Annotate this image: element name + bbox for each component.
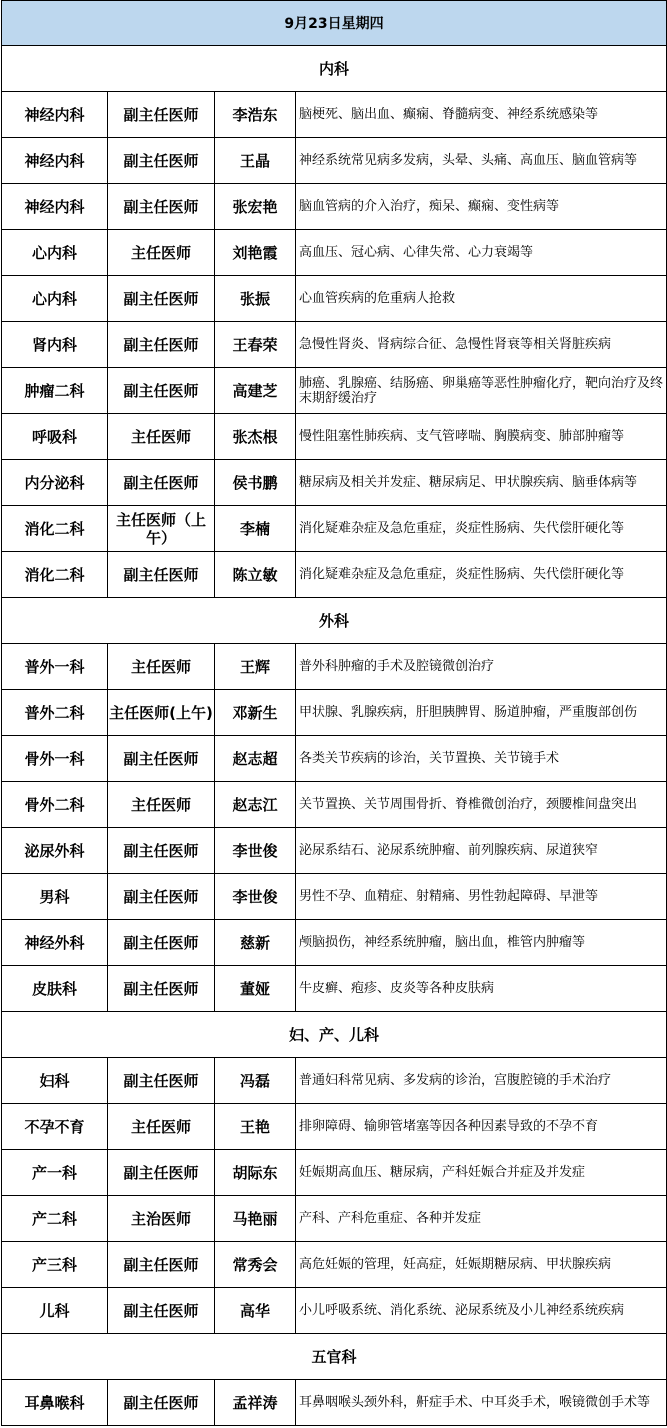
department-cell: 皮肤科 (2, 966, 108, 1012)
department-cell: 产二科 (2, 1196, 108, 1242)
doctor-name-cell: 李楠 (215, 506, 296, 552)
department-cell: 心内科 (2, 276, 108, 322)
department-cell: 呼吸科 (2, 414, 108, 460)
doctor-name-cell: 常秀会 (215, 1242, 296, 1288)
doctor-name-cell: 王艳 (215, 1104, 296, 1150)
department-cell: 神经外科 (2, 920, 108, 966)
specialty-cell: 慢性阻塞性肺疾病、支气管哮喘、胸膜病变、肺部肿瘤等 (296, 414, 667, 460)
table-row (2, 736, 667, 782)
doctor-title-cell: 副主任医师 (108, 460, 215, 506)
specialty-cell: 高危妊娠的管理，妊高症，妊娠期糖尿病、甲状腺疾病 (296, 1242, 667, 1288)
specialty-cell: 耳鼻咽喉头颈外科，鼾症手术、中耳炎手术，喉镜微创手术等 (296, 1380, 667, 1426)
specialty-cell: 消化疑难杂症及急危重症，炎症性肠病、失代偿肝硬化等 (296, 552, 667, 598)
department-cell: 心内科 (2, 230, 108, 276)
table-row (2, 920, 667, 966)
doctor-title-cell: 副主任医师 (108, 184, 215, 230)
doctor-title-cell: 副主任医师 (108, 920, 215, 966)
specialty-cell: 颅脑损伤，神经系统肿瘤，脑出血，椎管内肿瘤等 (296, 920, 667, 966)
doctor-name-cell: 胡际东 (215, 1150, 296, 1196)
specialty-cell: 男性不孕、血精症、射精痛、男性勃起障碍、早泄等 (296, 874, 667, 920)
specialty-cell: 甲状腺、乳腺疾病，肝胆胰脾胃、肠道肿瘤，严重腹部创伤 (296, 690, 667, 736)
table-row (2, 828, 667, 874)
section-title: 妇、产、儿科 (2, 1012, 667, 1058)
doctor-name-cell: 李世俊 (215, 828, 296, 874)
department-cell: 神经内科 (2, 92, 108, 138)
department-cell: 肿瘤二科 (2, 368, 108, 414)
department-cell: 男科 (2, 874, 108, 920)
doctor-name-cell: 慈新 (215, 920, 296, 966)
doctor-name-cell: 董娅 (215, 966, 296, 1012)
doctor-title-cell: 主任医师（上午） (108, 506, 215, 552)
department-cell: 神经内科 (2, 184, 108, 230)
section-header-row (2, 46, 667, 92)
table-row (2, 1288, 667, 1334)
table-row (2, 874, 667, 920)
table-row (2, 414, 667, 460)
department-cell: 儿科 (2, 1288, 108, 1334)
specialty-cell: 脑血管病的介入治疗，痴呆、癫痫、变性病等 (296, 184, 667, 230)
doctor-name-cell: 侯书鹏 (215, 460, 296, 506)
department-cell: 消化二科 (2, 506, 108, 552)
table-row (2, 138, 667, 184)
specialty-cell: 各类关节疾病的诊治，关节置换、关节镜手术 (296, 736, 667, 782)
doctor-title-cell: 主治医师 (108, 1196, 215, 1242)
specialty-cell: 牛皮癣、疱疹、皮炎等各种皮肤病 (296, 966, 667, 1012)
schedule-body (2, 1, 667, 1426)
doctor-title-cell: 副主任医师 (108, 966, 215, 1012)
doctor-name-cell: 张振 (215, 276, 296, 322)
table-row (2, 690, 667, 736)
section-title: 外科 (2, 598, 667, 644)
specialty-cell: 小儿呼吸系统、消化系统、泌尿系统及小儿神经系统疾病 (296, 1288, 667, 1334)
table-row (2, 276, 667, 322)
doctor-name-cell: 高华 (215, 1288, 296, 1334)
department-cell: 肾内科 (2, 322, 108, 368)
table-row (2, 460, 667, 506)
doctor-title-cell: 副主任医师 (108, 1058, 215, 1104)
section-header-row (2, 598, 667, 644)
doctor-title-cell: 主任医师 (108, 1104, 215, 1150)
doctor-title-cell: 副主任医师 (108, 874, 215, 920)
specialty-cell: 普通妇科常见病、多发病的诊治，宫腹腔镜的手术治疗 (296, 1058, 667, 1104)
table-row (2, 1380, 667, 1426)
specialty-cell: 排卵障碍、输卵管堵塞等因各种因素导致的不孕不育 (296, 1104, 667, 1150)
doctor-title-cell: 副主任医师 (108, 322, 215, 368)
doctor-name-cell: 冯磊 (215, 1058, 296, 1104)
section-title: 五官科 (2, 1334, 667, 1380)
department-cell: 产一科 (2, 1150, 108, 1196)
doctor-title-cell: 副主任医师 (108, 368, 215, 414)
doctor-title-cell: 副主任医师 (108, 1242, 215, 1288)
date-header: 9月23日星期四 (2, 1, 667, 46)
doctor-name-cell: 张杰根 (215, 414, 296, 460)
doctor-name-cell: 王辉 (215, 644, 296, 690)
table-row (2, 184, 667, 230)
doctor-title-cell: 副主任医师 (108, 552, 215, 598)
doctor-title-cell: 主任医师 (108, 782, 215, 828)
doctor-title-cell: 副主任医师 (108, 1288, 215, 1334)
doctor-name-cell: 陈立敏 (215, 552, 296, 598)
doctor-name-cell: 李浩东 (215, 92, 296, 138)
doctor-name-cell: 张宏艳 (215, 184, 296, 230)
department-cell: 妇科 (2, 1058, 108, 1104)
table-row (2, 92, 667, 138)
specialty-cell: 脑梗死、脑出血、癫痫、脊髓病变、神经系统感染等 (296, 92, 667, 138)
doctor-title-cell: 主任医师 (108, 414, 215, 460)
doctor-title-cell: 主任医师 (108, 644, 215, 690)
specialty-cell: 泌尿系结石、泌尿系统肿瘤、前列腺疾病、尿道狭窄 (296, 828, 667, 874)
doctor-name-cell: 马艳丽 (215, 1196, 296, 1242)
doctor-name-cell: 王晶 (215, 138, 296, 184)
table-row (2, 782, 667, 828)
doctor-title-cell: 副主任医师 (108, 1150, 215, 1196)
specialty-cell: 妊娠期高血压、糖尿病，产科妊娠合并症及并发症 (296, 1150, 667, 1196)
doctor-title-cell: 副主任医师 (108, 1380, 215, 1426)
table-row (2, 1196, 667, 1242)
doctor-name-cell: 李世俊 (215, 874, 296, 920)
specialty-cell: 心血管疾病的危重病人抢救 (296, 276, 667, 322)
specialty-cell: 普外科肿瘤的手术及腔镜微创治疗 (296, 644, 667, 690)
specialty-cell: 产科、产科危重症、各种并发症 (296, 1196, 667, 1242)
table-row (2, 552, 667, 598)
doctor-name-cell: 赵志江 (215, 782, 296, 828)
table-row (2, 230, 667, 276)
specialty-cell: 高血压、冠心病、心律失常、心力衰竭等 (296, 230, 667, 276)
department-cell: 耳鼻喉科 (2, 1380, 108, 1426)
department-cell: 普外二科 (2, 690, 108, 736)
section-title: 内科 (2, 46, 667, 92)
specialty-cell: 糖尿病及相关并发症、糖尿病足、甲状腺疾病、脑垂体病等 (296, 460, 667, 506)
doctor-title-cell: 副主任医师 (108, 736, 215, 782)
specialty-cell: 急慢性肾炎、肾病综合征、急慢性肾衰等相关肾脏疾病 (296, 322, 667, 368)
specialty-cell: 肺癌、乳腺癌、结肠癌、卵巢癌等恶性肿瘤化疗，靶向治疗及终末期舒缓治疗 (296, 368, 667, 414)
department-cell: 普外一科 (2, 644, 108, 690)
table-row (2, 1058, 667, 1104)
table-row (2, 1104, 667, 1150)
doctor-title-cell: 副主任医师 (108, 828, 215, 874)
table-row (2, 1242, 667, 1288)
doctor-name-cell: 王春荣 (215, 322, 296, 368)
department-cell: 产三科 (2, 1242, 108, 1288)
specialty-cell: 消化疑难杂症及急危重症，炎症性肠病、失代偿肝硬化等 (296, 506, 667, 552)
doctor-name-cell: 赵志超 (215, 736, 296, 782)
doctor-name-cell: 邓新生 (215, 690, 296, 736)
department-cell: 内分泌科 (2, 460, 108, 506)
doctor-title-cell: 主任医师(上午) (108, 690, 215, 736)
schedule-table (1, 0, 667, 1426)
date-header-row (2, 1, 667, 46)
doctor-name-cell: 高建芝 (215, 368, 296, 414)
table-row (2, 506, 667, 552)
doctor-name-cell: 孟祥涛 (215, 1380, 296, 1426)
department-cell: 消化二科 (2, 552, 108, 598)
table-row (2, 368, 667, 414)
department-cell: 神经内科 (2, 138, 108, 184)
department-cell: 不孕不育 (2, 1104, 108, 1150)
table-row (2, 322, 667, 368)
section-header-row (2, 1334, 667, 1380)
department-cell: 骨外二科 (2, 782, 108, 828)
department-cell: 骨外一科 (2, 736, 108, 782)
doctor-title-cell: 副主任医师 (108, 92, 215, 138)
doctor-title-cell: 副主任医师 (108, 276, 215, 322)
table-row (2, 644, 667, 690)
doctor-title-cell: 主任医师 (108, 230, 215, 276)
section-header-row (2, 1012, 667, 1058)
table-row (2, 966, 667, 1012)
department-cell: 泌尿外科 (2, 828, 108, 874)
specialty-cell: 关节置换、关节周围骨折、脊椎微创治疗，颈腰椎间盘突出 (296, 782, 667, 828)
doctor-name-cell: 刘艳霞 (215, 230, 296, 276)
doctor-title-cell: 副主任医师 (108, 138, 215, 184)
specialty-cell: 神经系统常见病多发病，头晕、头痛、高血压、脑血管病等 (296, 138, 667, 184)
table-row (2, 1150, 667, 1196)
